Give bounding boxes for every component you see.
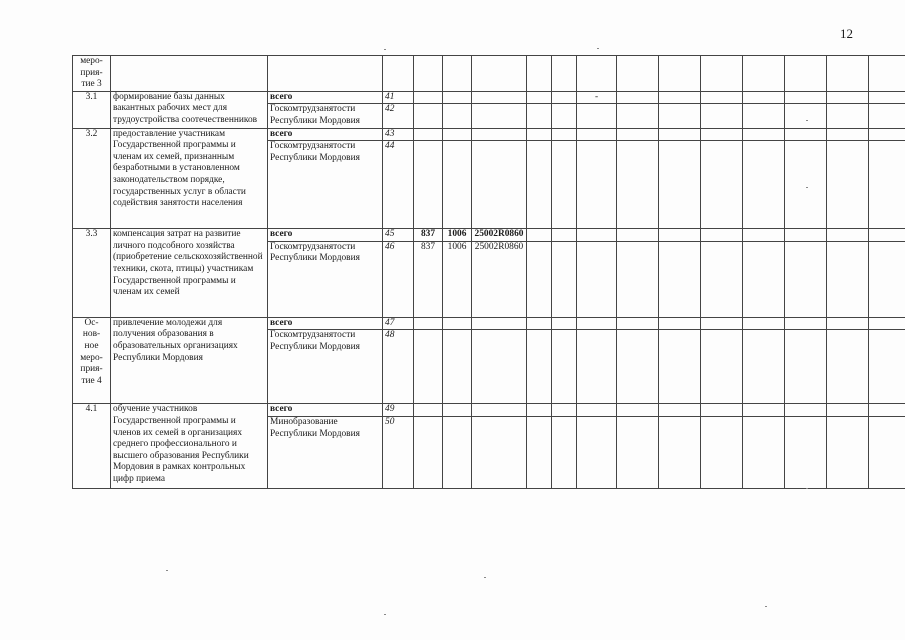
budget-code: 25002R0860: [472, 229, 527, 242]
scan-speck: [384, 614, 386, 615]
scan-speck: [806, 187, 808, 188]
executor-label: Минобразование Республики Мордовия: [268, 416, 383, 488]
budget-code: [443, 104, 472, 128]
row-code: 48: [383, 330, 414, 404]
row-code: 42: [383, 104, 414, 128]
amount-cell: [701, 330, 743, 404]
amount-cell: [743, 317, 785, 330]
executor-label: Госкомтрудзанятости Республики Мордовия: [268, 241, 383, 317]
table-cell: [443, 56, 472, 92]
row-code: 43: [383, 128, 414, 141]
total-label: всего: [268, 128, 383, 141]
scan-speck: [166, 570, 168, 571]
amount-cell: [552, 229, 577, 242]
amount-cell: [527, 330, 552, 404]
row-number: 3.1: [73, 91, 111, 128]
amount-cell: [785, 229, 827, 242]
amount-cell: [617, 91, 659, 104]
amount-cell: [659, 91, 701, 104]
amount-cell: [869, 330, 905, 404]
budget-code: [414, 104, 443, 128]
budget-code: [414, 91, 443, 104]
amount-cell: [743, 128, 785, 141]
table-cell: [552, 56, 577, 92]
row-description: формирование базы данных вакантных рабочих мест для трудоустройства соотечественников: [111, 91, 268, 128]
amount-cell: [785, 128, 827, 141]
budget-code: [414, 128, 443, 141]
amount-cell: [552, 404, 577, 417]
amount-cell: [659, 317, 701, 330]
amount-cell: [827, 241, 869, 317]
amount-cell: [827, 404, 869, 417]
row-code: 49: [383, 404, 414, 417]
amount-cell: [527, 91, 552, 104]
amount-cell: [617, 317, 659, 330]
budget-code: [443, 141, 472, 229]
table-cell: [617, 56, 659, 92]
budget-code: [443, 317, 472, 330]
table-cell: [111, 56, 268, 92]
budget-code: [414, 404, 443, 417]
budget-code: [414, 141, 443, 229]
amount-cell: [785, 404, 827, 417]
budget-code: [472, 404, 527, 417]
amount-cell: [743, 416, 785, 488]
scan-speck: [597, 48, 599, 49]
amount-cell: [701, 229, 743, 242]
row-code: 44: [383, 141, 414, 229]
amount-cell: [869, 229, 905, 242]
budget-code: [472, 317, 527, 330]
amount-cell: [827, 317, 869, 330]
table-row: [73, 56, 905, 92]
table-cell: [527, 56, 552, 92]
amount-cell: [827, 416, 869, 488]
scan-speck: [384, 49, 386, 50]
amount-cell: [785, 104, 827, 128]
amount-cell: [743, 229, 785, 242]
scan-speck: [806, 488, 808, 489]
amount-cell: [743, 141, 785, 229]
amount-cell: [869, 404, 905, 417]
amount-cell: [527, 317, 552, 330]
row-number: Ос- нов- ное меро- прия- тие 4: [73, 317, 111, 404]
executor-label: Госкомтрудзанятости Республики Мордовия: [268, 330, 383, 404]
amount-cell: [577, 128, 617, 141]
amount-cell: [743, 241, 785, 317]
amount-cell: [827, 141, 869, 229]
amount-cell: [827, 330, 869, 404]
amount-cell: [617, 404, 659, 417]
table-cell: [414, 56, 443, 92]
amount-cell: [659, 104, 701, 128]
amount-cell: [701, 91, 743, 104]
budget-code: [472, 104, 527, 128]
table-cell: [701, 56, 743, 92]
executor-label: Госкомтрудзанятости Республики Мордовия: [268, 104, 383, 128]
amount-cell: [527, 229, 552, 242]
amount-cell: -: [577, 91, 617, 104]
row-code: 50: [383, 416, 414, 488]
amount-cell: [659, 128, 701, 141]
amount-cell: [869, 141, 905, 229]
table-cell: [577, 56, 617, 92]
amount-cell: [552, 128, 577, 141]
amount-cell: [827, 128, 869, 141]
table-row: [73, 128, 905, 141]
amount-cell: [827, 104, 869, 128]
amount-cell: [701, 416, 743, 488]
amount-cell: [617, 104, 659, 128]
amount-cell: [577, 416, 617, 488]
amount-cell: [827, 229, 869, 242]
total-label: всего: [268, 317, 383, 330]
amount-cell: [659, 229, 701, 242]
row-description: привлечение молодежи для получения образования в образовательных организациях Республики Мордовия: [111, 317, 268, 404]
amount-cell: [869, 416, 905, 488]
budget-code: [472, 141, 527, 229]
amount-cell: [701, 141, 743, 229]
amount-cell: [869, 104, 905, 128]
amount-cell: [869, 91, 905, 104]
amount-cell: [869, 128, 905, 141]
budget-code: [414, 317, 443, 330]
table-cell: [383, 56, 414, 92]
amount-cell: [743, 330, 785, 404]
budget-code: 837: [414, 229, 443, 242]
amount-cell: [617, 330, 659, 404]
table-cell: [869, 56, 905, 92]
executor-label: Госкомтрудзанятости Республики Мордовия: [268, 141, 383, 229]
row-code: 47: [383, 317, 414, 330]
table-cell: [743, 56, 785, 92]
amount-cell: [577, 229, 617, 242]
amount-cell: [577, 317, 617, 330]
amount-cell: [617, 229, 659, 242]
amount-cell: [785, 416, 827, 488]
budget-code: [414, 330, 443, 404]
budget-code: [472, 330, 527, 404]
amount-cell: [659, 416, 701, 488]
amount-cell: [701, 404, 743, 417]
budget-code: 837: [414, 241, 443, 317]
amount-cell: [869, 241, 905, 317]
amount-cell: [785, 330, 827, 404]
amount-cell: [743, 404, 785, 417]
amount-cell: [527, 141, 552, 229]
amount-cell: [527, 404, 552, 417]
amount-cell: [659, 404, 701, 417]
budget-code: 1006: [443, 241, 472, 317]
amount-cell: [659, 241, 701, 317]
budget-code: [472, 416, 527, 488]
scan-speck: [765, 606, 767, 607]
row-number: 3.2: [73, 128, 111, 229]
table-cell: [268, 56, 383, 92]
amount-cell: [617, 141, 659, 229]
budget-code: [443, 404, 472, 417]
row-number: 4.1: [73, 404, 111, 489]
amount-cell: [785, 241, 827, 317]
amount-cell: [577, 141, 617, 229]
budget-code: [443, 128, 472, 141]
budget-code: 1006: [443, 229, 472, 242]
amount-cell: [577, 241, 617, 317]
total-label: всего: [268, 404, 383, 417]
amount-cell: [552, 330, 577, 404]
row-description: обучение участников Государственной программы и членов их семей в организациях среднего профессионального и высшего образования Республики Мордовия в рамках контрольных цифр приема: [111, 404, 268, 489]
amount-cell: [577, 330, 617, 404]
amount-cell: [527, 241, 552, 317]
table-cell: [659, 56, 701, 92]
total-label: всего: [268, 91, 383, 104]
amount-cell: [827, 91, 869, 104]
row-code: 41: [383, 91, 414, 104]
amount-cell: [552, 317, 577, 330]
amount-cell: [659, 141, 701, 229]
amount-cell: [743, 104, 785, 128]
row-description: компенсация затрат на развитие личного подсобного хозяйства (приобретение сельскохозяйственной техники, скота, птицы) участникам Государственной программы и членам их семей: [111, 229, 268, 318]
table-row: [73, 317, 905, 330]
amount-cell: [527, 128, 552, 141]
row-number: меро- прия- тие 3: [73, 56, 111, 92]
amount-cell: [527, 416, 552, 488]
row-description: предоставление участникам Государственной программы и членам их семей, признанным безработными в установленном законодательством порядке, государственных услуг в области содействия занятости населения: [111, 128, 268, 229]
scan-speck: [484, 577, 486, 578]
amount-cell: [701, 128, 743, 141]
budget-table: [72, 55, 905, 489]
amount-cell: [785, 141, 827, 229]
amount-cell: [577, 404, 617, 417]
amount-cell: [552, 416, 577, 488]
table-cell: [785, 56, 827, 92]
amount-cell: [617, 416, 659, 488]
amount-cell: [869, 317, 905, 330]
amount-cell: [617, 241, 659, 317]
table-row: [73, 404, 905, 417]
amount-cell: [617, 128, 659, 141]
budget-code: [472, 91, 527, 104]
amount-cell: [577, 104, 617, 128]
table-cell: [827, 56, 869, 92]
amount-cell: [552, 91, 577, 104]
table-row: [73, 229, 905, 242]
amount-cell: [743, 91, 785, 104]
amount-cell: [701, 104, 743, 128]
budget-code: [443, 330, 472, 404]
amount-cell: [552, 141, 577, 229]
total-label: всего: [268, 229, 383, 242]
amount-cell: [785, 317, 827, 330]
budget-code: 25002R0860: [472, 241, 527, 317]
amount-cell: [659, 330, 701, 404]
amount-cell: [785, 91, 827, 104]
scan-speck: [806, 120, 808, 121]
amount-cell: [552, 104, 577, 128]
table-row: [73, 91, 905, 104]
budget-code: [443, 91, 472, 104]
amount-cell: [527, 104, 552, 128]
row-code: 45: [383, 229, 414, 242]
row-number: 3.3: [73, 229, 111, 318]
budget-code: [472, 128, 527, 141]
page-number: 12: [840, 26, 853, 41]
budget-code: [414, 416, 443, 488]
budget-code: [443, 416, 472, 488]
amount-cell: [701, 317, 743, 330]
amount-cell: [552, 241, 577, 317]
amount-cell: [701, 241, 743, 317]
table-cell: [472, 56, 527, 92]
row-code: 46: [383, 241, 414, 317]
